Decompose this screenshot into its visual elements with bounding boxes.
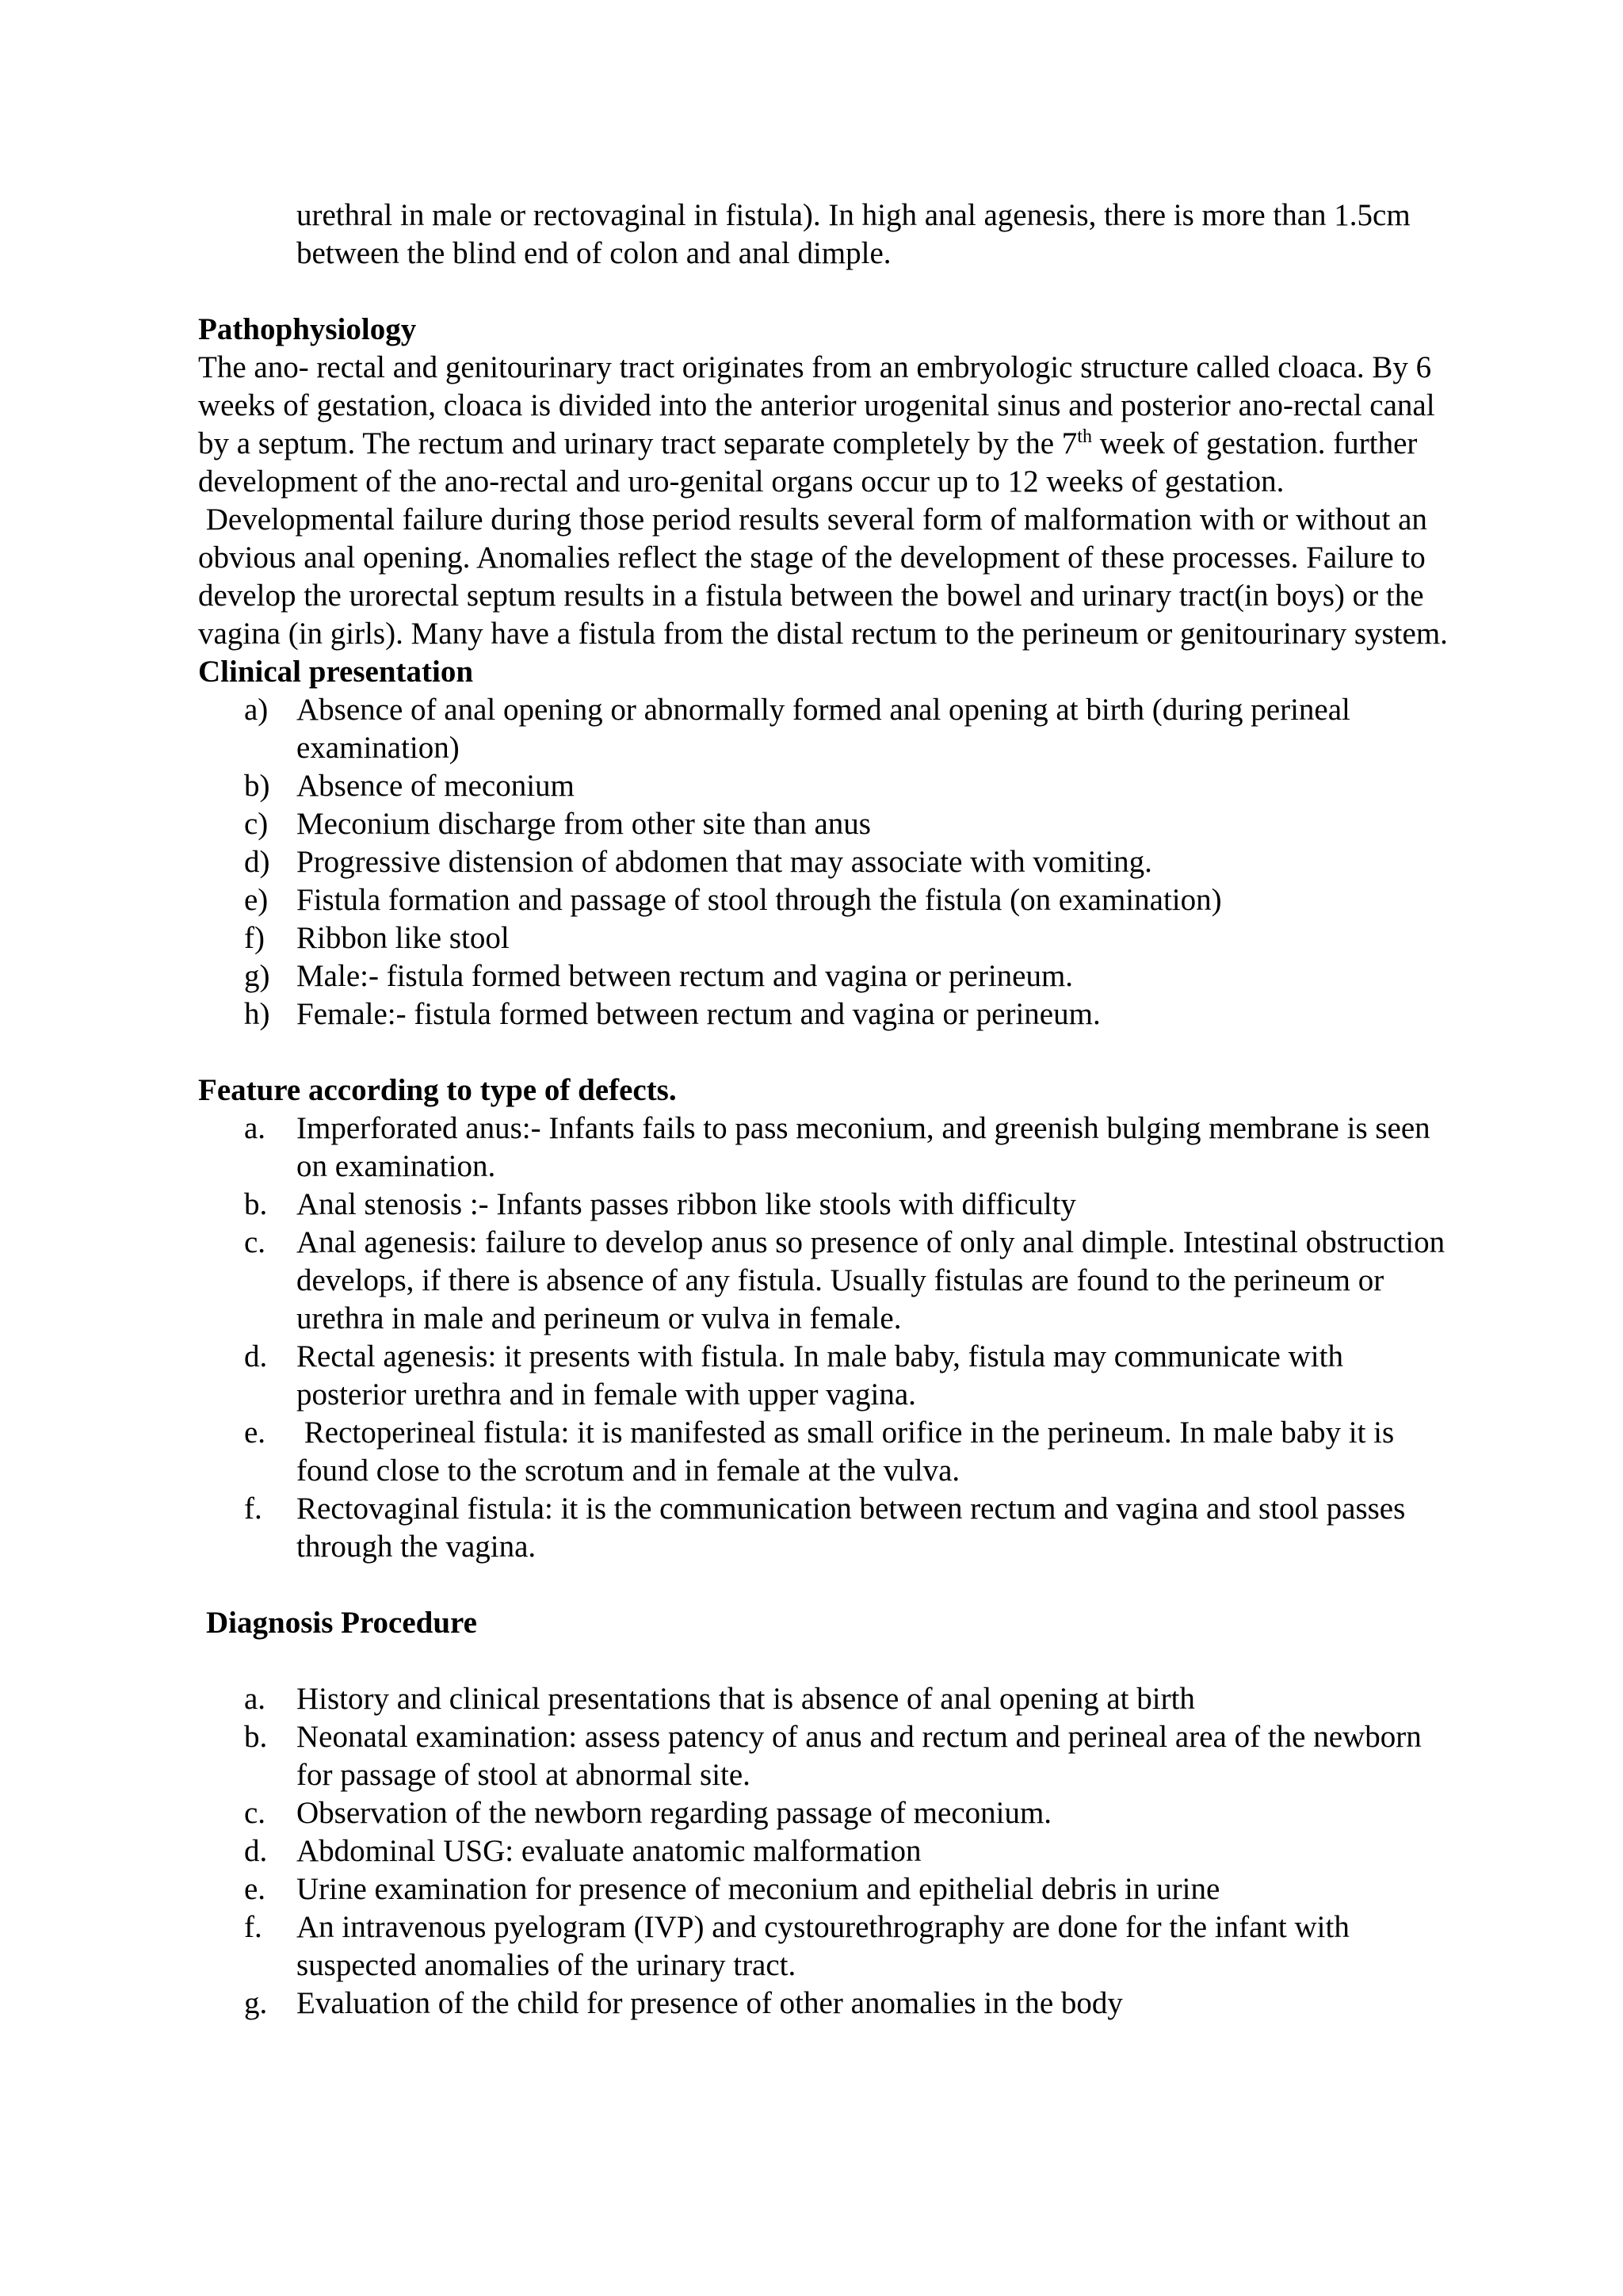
list-item-text: Observation of the newborn regarding passage of meconium. [296, 1796, 1052, 1830]
list-marker: c) [244, 807, 269, 841]
intro-paragraph: urethral in male or rectovaginal in fistula). In high anal agenesis, there is more than 1.5cm between the blind end of colon and anal dimple. [296, 198, 1411, 270]
list-item-text: Anal agenesis: failure to develop anus so presence of only anal dimple. Intestinal obstruction develops, if there is absence of any fistula. Usually fistulas are found to the perineum or urethra in male and perineum or vulva in female. [296, 1225, 1445, 1335]
diagnosis-list [198, 1680, 1450, 2023]
list-item [198, 767, 1450, 805]
list-item-text: Progressive distension of abdomen that may associate with vomiting. [296, 845, 1152, 879]
list-item [198, 1794, 1450, 1832]
list-item-text: Male:- fistula formed between rectum and vagina or perineum. [296, 959, 1074, 993]
list-item [198, 691, 1450, 767]
list-item [198, 1870, 1450, 1908]
list-marker: a. [244, 1682, 266, 1716]
pathophysiology-text-b: week of gestation. further development of the ano-rectal and uro-genital organs occur up to 12 weeks of gestation. [198, 426, 1418, 499]
list-marker: c. [244, 1796, 266, 1830]
pathophysiology-paragraph-2: Developmental failure during those period results several form of malformation with or without an obvious anal opening. Anomalies reflect the stage of the development of these processes. Failure to develop the urorectal septum results in a fistula between the bowel and urinary tract(in boys) or the vagina (in girls). Many have a fistula from the distal rectum to the perineum or genitourinary system. [198, 502, 1448, 651]
list-item [198, 1186, 1450, 1224]
list-marker: c. [244, 1225, 266, 1259]
list-item [198, 919, 1450, 957]
pathophysiology-text-a: The ano- rectal and genitourinary tract originates from an embryologic structure called cloaca. By 6 weeks of gestation, cloaca is divided into the anterior urogenital sinus and posterior ano-rectal canal by a septum. The rectum and urinary tract separate completely by the 7 [198, 350, 1435, 460]
list-marker: d) [244, 845, 270, 879]
list-item-text: An intravenous pyelogram (IVP) and cystourethrography are done for the infant with suspected anomalies of the urinary tract. [296, 1910, 1350, 1982]
list-item-text: History and clinical presentations that is absence of anal opening at birth [296, 1682, 1195, 1716]
document-page [198, 197, 1450, 2023]
diagnosis-heading: Diagnosis Procedure [206, 1606, 477, 1640]
features-heading: Feature according to type of defects. [198, 1073, 677, 1107]
list-marker: h) [244, 997, 270, 1031]
list-item [198, 1224, 1450, 1338]
clinical-presentation-list [198, 691, 1450, 1033]
list-item-text: Evaluation of the child for presence of other anomalies in the body [296, 1986, 1123, 2020]
list-item [198, 1110, 1450, 1186]
list-item [198, 1414, 1450, 1490]
list-item-text: Rectovaginal fistula: it is the communication between rectum and vagina and stool passes through the vagina. [296, 1492, 1406, 1564]
list-marker: f) [244, 921, 265, 955]
list-marker: d. [244, 1834, 268, 1868]
list-item [198, 995, 1450, 1033]
list-item [198, 881, 1450, 919]
list-item [198, 1490, 1450, 1566]
list-marker: b) [244, 769, 270, 803]
list-item-text: Abdominal USG: evaluate anatomic malformation [296, 1834, 922, 1868]
list-marker: f. [244, 1492, 262, 1526]
list-item-text: Rectoperineal fistula: it is manifested as small orifice in the perineum. In male baby it is found close to the scrotum and in female at the vulva. [296, 1415, 1402, 1488]
list-marker: a. [244, 1111, 266, 1145]
list-item [198, 957, 1450, 995]
list-marker: d. [244, 1339, 268, 1373]
list-item-text: Ribbon like stool [296, 921, 510, 955]
pathophysiology-paragraph-1 [198, 349, 1450, 501]
list-marker: e) [244, 883, 269, 917]
list-marker: a) [244, 693, 269, 727]
list-item [198, 1832, 1450, 1870]
list-item-text: Imperforated anus:- Infants fails to pass meconium, and greenish bulging membrane is seen on examination. [296, 1111, 1430, 1183]
list-item [198, 1338, 1450, 1414]
pathophysiology-heading: Pathophysiology [198, 312, 417, 346]
list-item [198, 805, 1450, 843]
list-marker: b. [244, 1187, 268, 1221]
list-item-text: Rectal agenesis: it presents with fistula. In male baby, fistula may communicate with posterior urethra and in female with upper vagina. [296, 1339, 1343, 1412]
list-marker: e. [244, 1872, 266, 1906]
list-marker: g. [244, 1986, 268, 2020]
list-item-text: Fistula formation and passage of stool through the fistula (on examination) [296, 883, 1222, 917]
features-list [198, 1110, 1450, 1566]
ordinal-superscript: th [1077, 426, 1092, 447]
list-item [198, 1985, 1450, 2023]
list-marker: e. [244, 1415, 266, 1450]
list-item-text: Neonatal examination: assess patency of anus and rectum and perineal area of the newborn for passage of stool at abnormal site. [296, 1720, 1422, 1792]
list-item [198, 1718, 1450, 1794]
list-marker: f. [244, 1910, 262, 1944]
list-marker: b. [244, 1720, 268, 1754]
list-item-text: Meconium discharge from other site than anus [296, 807, 871, 841]
list-item [198, 1908, 1450, 1985]
list-item-text: Female:- fistula formed between rectum and vagina or perineum. [296, 997, 1101, 1031]
list-item [198, 843, 1450, 881]
clinical-presentation-heading: Clinical presentation [198, 655, 474, 689]
list-item-text: Absence of meconium [296, 769, 575, 803]
list-item-text: Urine examination for presence of meconium and epithelial debris in urine [296, 1872, 1220, 1906]
list-item [198, 1680, 1450, 1718]
list-marker: g) [244, 959, 270, 993]
list-item-text: Absence of anal opening or abnormally formed anal opening at birth (during perineal examination) [296, 693, 1350, 765]
list-item-text: Anal stenosis :- Infants passes ribbon like stools with difficulty [296, 1187, 1076, 1221]
